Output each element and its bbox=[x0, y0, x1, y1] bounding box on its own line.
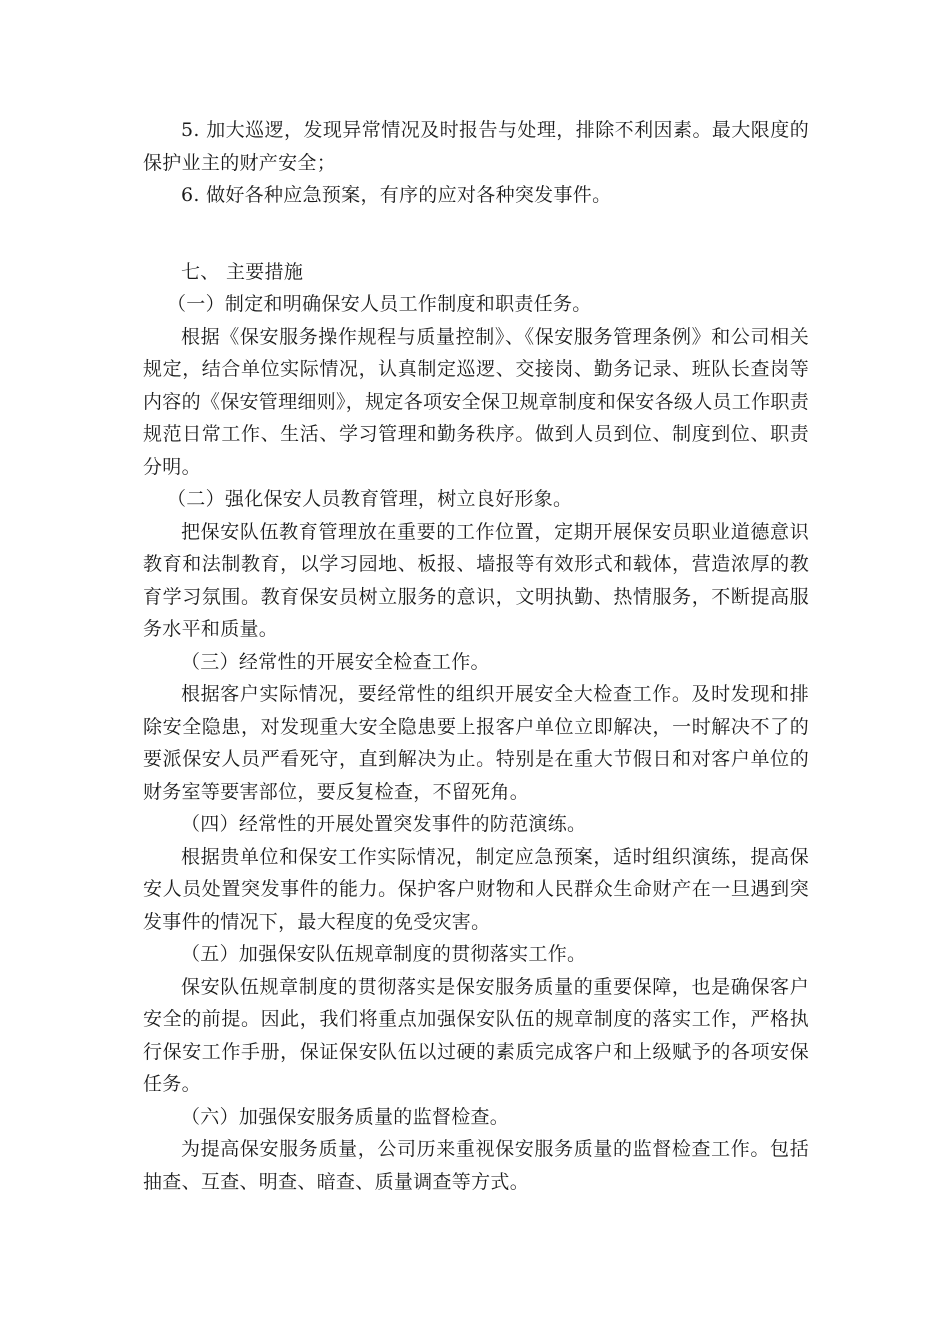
list-item-6: 6. 做好各种应急预案，有序的应对各种突发事件。 bbox=[181, 184, 612, 206]
subheading-4: （四）经常性的开展处置突发事件的防范演练。 bbox=[181, 813, 587, 835]
body-paragraph-6: 为提高保安服务质量，公司历来重视保安服务质量的监督检查工作。包括抽查、互查、明查、暗查、质量调查等方式。 bbox=[143, 1138, 809, 1193]
subheading-2: （二）强化保安人员教育管理，树立良好形象。 bbox=[167, 488, 573, 510]
section-heading-measures: 七、 主要措施 bbox=[181, 260, 304, 283]
subheading-3: （三）经常性的开展安全检查工作。 bbox=[181, 650, 490, 673]
body-paragraph-5: 保安队伍规章制度的贯彻落实是保安服务质量的重要保障，也是确保客户安全的前提。因此，我们将重点加强保安队伍的规章制度的落实工作，严格执行保安工作手册，保证保安队伍以过硬的素质完成客户和上级赋予的各项安保任务。 bbox=[143, 975, 809, 1095]
subheading-5: （五）加强保安队伍规章制度的贯彻落实工作。 bbox=[181, 943, 587, 965]
body-paragraph-2: 把保安队伍教育管理放在重要的工作位置，定期开展保安员职业道德意识教育和法制教育，以学习园地、板报、墙报等有效形式和载体，营造浓厚的教育学习氛围。教育保安员树立服务的意识，文明执勤、热情服务，不断提高服务水平和质量。 bbox=[143, 520, 809, 640]
subheading-6: （六）加强保安服务质量的监督检查。 bbox=[181, 1105, 510, 1128]
body-paragraph-1: 根据《保安服务操作规程与质量控制》、《保安服务管理条例》和公司相关规定，结合单位实际情况，认真制定巡逻、交接岗、勤务记录、班队长查岗等内容的《保安管理细则》，规定各项安全保卫规章制度和保安各级人员工作职责规范日常工作、生活、学习管理和勤务秩序。做到人员到位、制度到位、职责分明。 bbox=[143, 325, 810, 478]
subheading-1: （一）制定和明确保安人员工作制度和职责任务。 bbox=[167, 293, 592, 315]
body-paragraph-4: 根据贵单位和保安工作实际情况，制定应急预案，适时组织演练，提高保安人员处置突发事件的能力。保护客户财物和人民群众生命财产在一旦遇到突发事件的情况下，最大程度的免受灾害。 bbox=[143, 845, 809, 933]
document-body bbox=[143, 114, 809, 1198]
body-paragraph-3: 根据客户实际情况，要经常性的组织开展安全大检查工作。及时发现和排除安全隐患，对发现重大安全隐患要上报客户单位立即解决，一时解决不了的要派保安人员严看死守，直到解决为止。特别是在重大节假日和对客户单位的财务室等要害部位，要反复检查，不留死角。 bbox=[143, 683, 809, 803]
list-item-5: 5. 加大巡逻，发现异常情况及时报告与处理，排除不利因素。最大限度的保护业主的财产安全； bbox=[143, 119, 809, 174]
